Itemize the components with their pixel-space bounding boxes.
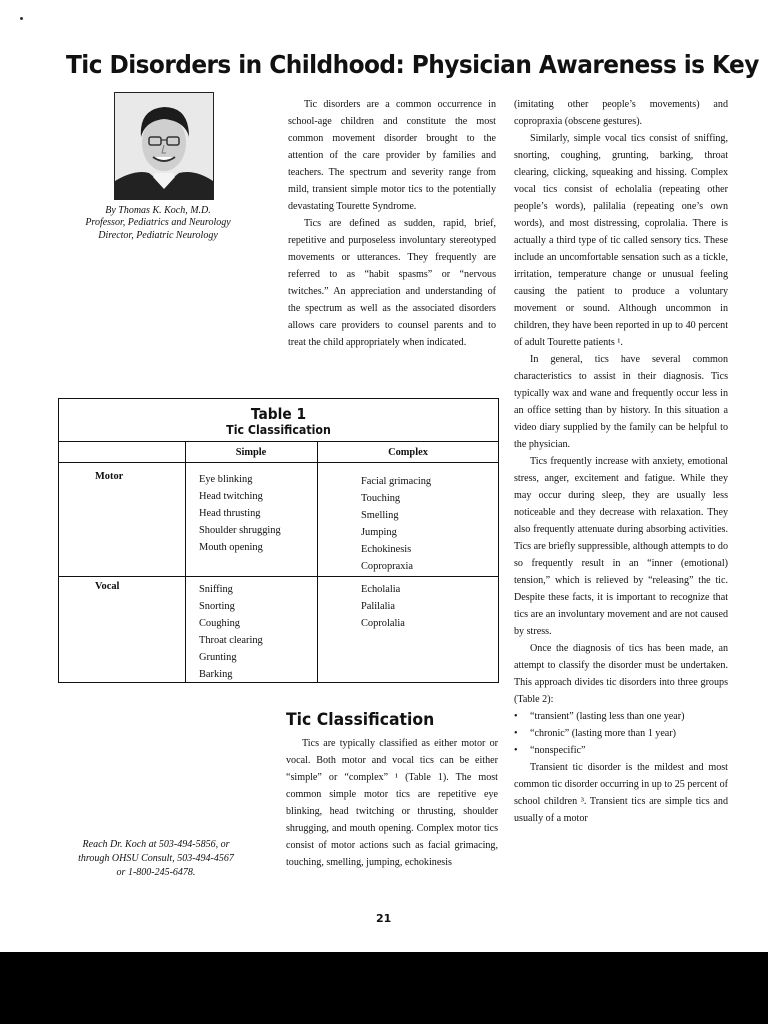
author-name: By Thomas K. Koch, M.D. (105, 205, 211, 216)
author-photo (114, 92, 214, 200)
table-header-simple: Simple (185, 442, 317, 463)
table-cell: Shoulder shrugging (199, 525, 281, 536)
list-item: • “chronic” (lasting more than 1 year) (514, 725, 728, 742)
contact-line: through OHSU Consult, 503-494-4567 (78, 853, 234, 864)
row-label-motor: Motor (95, 471, 124, 482)
table-cell: Head twitching (199, 491, 263, 502)
motor-complex-list (361, 473, 431, 575)
contact-line: Reach Dr. Koch at 503-494-5856, or (82, 839, 230, 850)
table-divider (317, 442, 318, 682)
body-paragraph: Transient tic disorder is the mildest and most common tic disorder occurring in up to 25 percent of school children ³. Transient tics are simple tics and usually of a motor (514, 762, 728, 824)
intro-column (288, 96, 496, 351)
table-cell: Head thrusting (199, 508, 261, 519)
body-paragraph: Tics frequently increase with anxiety, emotional stress, anger, excitement and fatigue. While they may occur during sleep, they are usually less noticeable and they decrease with relaxation. They also frequently attenuate during absorbing activities. Tics are briefly suppressible, although attempts to do so frequently result in an “inner (emotional) tension,” which is relieved by “releasing” the tic. Despite these facts, it is important to recognize that tics are an involuntary movement and are not caused by stress. (514, 456, 728, 637)
author-role-professor: Professor, Pediatrics and Neurology (85, 217, 231, 229)
table-cell: Copropraxia (361, 561, 413, 572)
classification-column (286, 735, 498, 871)
table-cell: Coughing (199, 618, 240, 629)
contact-info (58, 838, 254, 880)
section-heading: Tic Classification (286, 710, 435, 730)
classification-paragraph: Tics are typically classified as either motor or vocal. Both motor and vocal tics can be either “simple” or “complex” ¹ (Table 1). The most common simple motor tics are repetitive eye blinking, head twitching or thrusting, shoulder shrugging, and mouth opening. Complex motor tics consist of motor actions such as facial grimacing, touching, smelling, jumping, echokinesis (286, 738, 498, 868)
table-cell: Coprolalia (361, 618, 405, 629)
scan-speck (20, 17, 23, 20)
table-cell: Touching (361, 493, 401, 504)
continued-paragraph: (imitating other people’s movements) and copropraxia (obscene gestures). (514, 99, 728, 127)
motor-simple-list (199, 471, 281, 556)
table-cell: Facial grimacing (361, 476, 432, 487)
list-item: • “transient” (lasting less than one year) (514, 708, 728, 725)
contact-line: or 1-800-245-6478. (116, 867, 196, 878)
table-header-blank (59, 442, 185, 463)
list-item: • “nonspecific” (514, 742, 728, 759)
table-cell: Echolalia (361, 584, 401, 595)
author-byline (56, 205, 260, 242)
table-row-divider (59, 576, 498, 577)
body-paragraph: Once the diagnosis of tics has been made, an attempt to classify the disorder must be undertaken. This approach divides tic disorders into three groups (Table 2): (514, 643, 728, 705)
page-number: 21 (376, 912, 392, 925)
table-divider (185, 442, 186, 682)
row-label-vocal: Vocal (95, 581, 120, 592)
right-column (514, 96, 728, 827)
vocal-complex-list (361, 581, 405, 632)
table-cell: Echokinesis (361, 544, 412, 555)
intro-paragraph-1: Tic disorders are a common occurrence in school-age children and constitute the most common movement disorder brought to the attention of the care provider by families and teachers. The spectrum and severity range from mild, transient simple motor tics to the potentially devastating Tourette Syndrome. (288, 99, 496, 212)
scan-bottom-border (0, 952, 768, 1024)
table-cell: Smelling (361, 510, 399, 521)
table-cell: Sniffing (199, 584, 233, 595)
table-cell: Snorting (199, 601, 235, 612)
article-title: Tic Disorders in Childhood: Physician Awareness is Key (66, 50, 759, 79)
table-cell: Throat clearing (199, 635, 263, 646)
table-cell: Mouth opening (199, 542, 263, 553)
table-cell: Barking (199, 669, 233, 680)
author-role-director: Director, Pediatric Neurology (98, 229, 218, 241)
table-cell: Palilalia (361, 601, 396, 612)
author-portrait-image (115, 93, 213, 199)
tic-classification-table (58, 398, 499, 683)
table-cell: Grunting (199, 652, 237, 663)
table-subtitle: Tic Classification (226, 423, 331, 437)
table-cell: Jumping (361, 527, 397, 538)
body-paragraph: In general, tics have several common characteristics to assist in their diagnosis. Tics typically wax and wane and frequently occur less in an office setting than by history. In this situation a video diary supplied by the family can be helpful to the physician. (514, 354, 728, 450)
table-cell: Eye blinking (199, 474, 253, 485)
table-header-complex: Complex (317, 442, 499, 463)
intro-paragraph-2: Tics are defined as sudden, rapid, brief, repetitive and purposeless involuntary stereotyped movements or utterances. They frequently are referred to as “habit spasms” or “nervous twitches.” An appreciation and understanding of the spectrum as well as the associated disorders allows care providers to counsel parents and to treat the child appropriately when indicated. (288, 218, 496, 348)
table-header (59, 399, 498, 442)
vocal-simple-list (199, 581, 263, 683)
body-paragraph: Similarly, simple vocal tics consist of sniffing, snorting, coughing, grunting, barking, throat clearing, clicking, squeaking and hissing. Complex vocal tics consist of echolalia (repeating other people’s words), palilalia (repeating one’s own words), and most distressing, coprolalia. There is actually a third type of tic called sensory tics. These include an uncomfortable sensation such as a tickle, irritation, temperature change or unusual feeling causing the patient to produce a voluntary movement or sound. Although uncommon in children, they have been reported in up to 40 percent of adult Tourette patients ¹. (514, 133, 728, 348)
table-title: Table 1 (250, 405, 307, 423)
tic-group-list (514, 708, 728, 759)
